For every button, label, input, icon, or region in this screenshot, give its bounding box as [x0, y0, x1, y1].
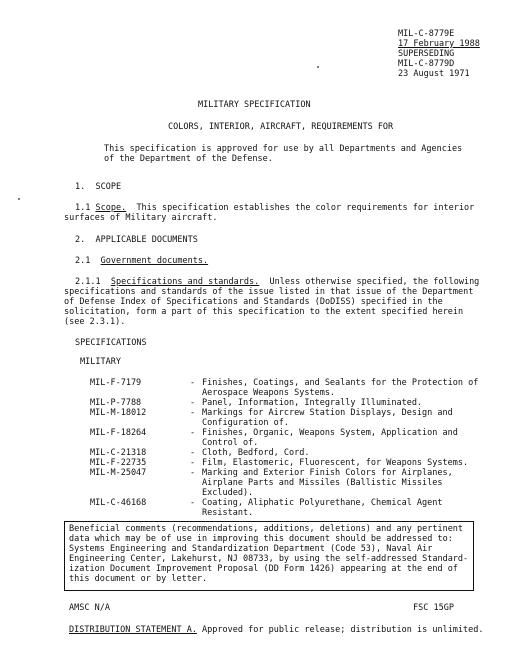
spec-dash: -: [190, 458, 196, 468]
document-designation: MIL-C-8779E: [398, 29, 455, 39]
scan-speck: [317, 66, 319, 68]
spec-number: MIL-F-22735: [90, 458, 147, 468]
spec-description: Marking and Exterior Finish Colors for Airplanes, Airplane Parts and Missiles (Ballistic Missiles Excluded).: [202, 468, 453, 498]
spec-number: MIL-P-7788: [90, 398, 142, 408]
spec-heading: MILITARY SPECIFICATION: [198, 100, 311, 110]
scope-para-number: 1.1: [75, 203, 91, 213]
superseding-label: SUPERSEDING: [398, 49, 455, 59]
approval-statement: This specification is approved for use by all Departments and Agencies of the Department of the Defense.: [104, 144, 463, 164]
spec-dash: -: [190, 378, 196, 388]
specs-para-title: Specifications and standards.: [110, 277, 260, 287]
gov-docs-number: 2.1: [75, 256, 91, 266]
amsc-label: AMSC N/A: [69, 603, 110, 613]
spec-dash: -: [190, 428, 196, 438]
military-heading: MILITARY: [80, 357, 121, 367]
document-date: 17 February 1988: [398, 39, 480, 49]
fsc-label: FSC 15GP: [413, 603, 454, 613]
spec-description: Finishes, Organic, Weapons System, Application and Control of.: [202, 428, 458, 448]
spec-description: Markings for Aircrew Station Displays, Design and Configuration of.: [202, 408, 453, 428]
spec-dash: -: [190, 468, 196, 478]
specs-para-rest: specifications and standards of the issue listed in that issue of the Department of Defense Index of Specifications and Standards (DoDISS) specified in the solicitation, form a part of this specification to the extent specified herein (see 2.3.1).: [64, 287, 474, 327]
specifications-heading: SPECIFICATIONS: [75, 338, 147, 348]
spec-description: Panel, Information, Integrally Illuminated.: [202, 398, 423, 408]
comments-box: Beneficial comments (recommendations, additions, deletions) and any pertinent data which may be of use in improving this document should be addressed to: Systems Engineering and Standardization Department (Code 53), Naval Air Engineering Center, Lakehurst, NJ 08733, by using the self-addressed Standard- ization Document Improvement Proposal (DD Form 1426) appearing at the end of this document or by letter.: [64, 521, 474, 591]
spec-dash: -: [190, 498, 196, 508]
scope-paragraph: [64, 203, 474, 223]
spec-number: MIL-C-21318: [90, 448, 147, 458]
section-2-heading: 2. APPLICABLE DOCUMENTS: [75, 235, 198, 245]
spec-number: MIL-C-46168: [90, 498, 147, 508]
scan-speck: [18, 198, 20, 200]
distribution-text: Approved for public release; distribution is unlimited.: [196, 625, 484, 635]
spec-number: MIL-F-18264: [90, 428, 147, 438]
spec-number: MIL-F-7179: [90, 378, 142, 388]
spec-number: MIL-M-18012: [90, 408, 147, 418]
spec-description: Finishes, Coatings, and Sealants for the Protection of Aerospace Weapons Systems.: [202, 378, 479, 398]
superseded-designation: MIL-C-8779D: [398, 59, 455, 69]
section-1-heading: 1. SCOPE: [75, 182, 122, 192]
spec-subject: COLORS, INTERIOR, AIRCRAFT, REQUIREMENTS FOR: [168, 122, 394, 132]
distribution-label: DISTRIBUTION STATEMENT A.: [69, 625, 197, 635]
document-header: [398, 29, 480, 79]
scope-para-text: This specification establishes the color requirements for interior surfaces of Military aircraft.: [64, 203, 475, 223]
superseded-date: 23 August 1971: [398, 69, 470, 79]
spec-dash: -: [190, 408, 196, 418]
government-documents: [75, 256, 208, 266]
spec-description: Film, Elastomeric, Fluorescent, for Weapons Systems.: [202, 458, 469, 468]
spec-dash: -: [190, 398, 196, 408]
spec-dash: -: [190, 448, 196, 458]
spec-description: Coating, Aliphatic Polyurethane, Chemical Agent Resistant.: [202, 498, 443, 518]
specs-para-number: 2.1.1: [75, 277, 101, 287]
specs-para-first-line: Unless otherwise specified, the following: [259, 277, 480, 287]
gov-docs-title: Government documents.: [100, 256, 209, 266]
scope-para-title: Scope.: [95, 203, 127, 213]
spec-number: MIL-M-25047: [90, 468, 147, 478]
specs-standards-paragraph: [64, 277, 479, 327]
spec-description: Cloth, Bedford, Cord.: [202, 448, 310, 458]
distribution-statement: [69, 625, 484, 635]
